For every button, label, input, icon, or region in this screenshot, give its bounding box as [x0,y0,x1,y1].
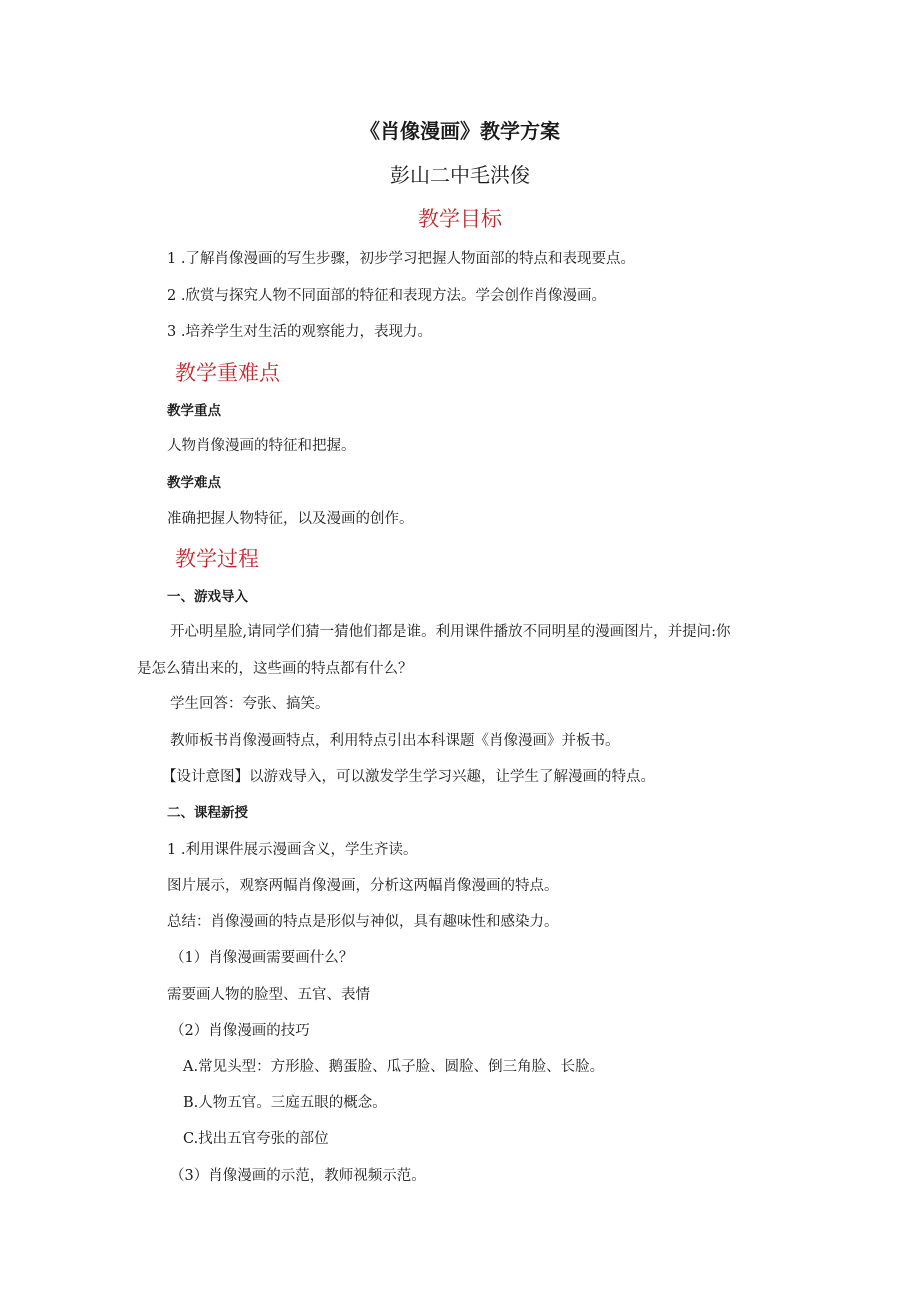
focus-label: 教学重点 [167,403,221,419]
difficulty-text: 准确把握人物特征，以及漫画的创作。 [167,511,414,527]
pictures-text: 图片展示，观察两幅肖像漫画，分析这两幅肖像漫画的特点。 [167,878,559,894]
section2-item-1: 1 .利用课件展示漫画含义，学生齐读。 [167,842,418,858]
section1-title: 一、游戏导入 [167,589,248,605]
tip-b: B.人物五官。三庭五眼的概念。 [183,1095,387,1111]
teacher-board: 教师板书肖像漫画特点，利用特点引出本科课题《肖像漫画》并板书。 [170,733,620,749]
tip-c: C.找出五官夸张的部位 [183,1131,329,1147]
tip-a: A.常见头型：方形脸、鹅蛋脸、瓜子脸、圆脸、倒三角脸、长脸。 [183,1059,605,1075]
key-points-heading: 教学重难点 [175,361,280,385]
goal-item-3: 3 .培养学生对生活的观察能力，表现力。 [167,324,432,340]
section2-title: 二、课程新授 [167,805,248,821]
section1-para-line1: 开心明星脸,请同学们猜一猜他们都是谁。利用课件播放不同明星的漫画图片，并提问:你 [170,624,731,640]
difficulty-label: 教学难点 [167,475,221,491]
student-answer: 学生回答：夸张、搞笑。 [170,696,330,712]
answer-1: 需要画人物的脸型、五官、表情 [167,987,370,1003]
focus-text: 人物肖像漫画的特征和把握。 [167,438,356,454]
process-heading: 教学过程 [175,547,259,571]
design-intent: 【设计意图】以游戏导入，可以激发学生学习兴趣，让学生了解漫画的特点。 [162,769,655,785]
question-1: （1）肖像漫画需要画什么？ [170,950,354,966]
section1-para-line2: 是怎么猜出来的，这些画的特点都有什么？ [137,661,413,677]
goals-heading: 教学目标 [418,207,502,231]
document-title: 《肖像漫画》教学方案 [360,119,560,143]
question-2: （2）肖像漫画的技巧 [170,1023,310,1039]
author-line: 彭山二中毛洪俊 [390,163,530,187]
summary-text: 总结：肖像漫画的特点是形似与神似，具有趣味性和感染力。 [167,914,559,930]
goal-item-1: 1 .了解肖像漫画的写生步骤，初步学习把握人物面部的特点和表现要点。 [167,251,635,267]
goal-item-2: 2 .欣赏与探究人物不同面部的特征和表现方法。学会创作肖像漫画。 [167,288,606,304]
question-3: （3）肖像漫画的示范，教师视频示范。 [170,1168,426,1184]
